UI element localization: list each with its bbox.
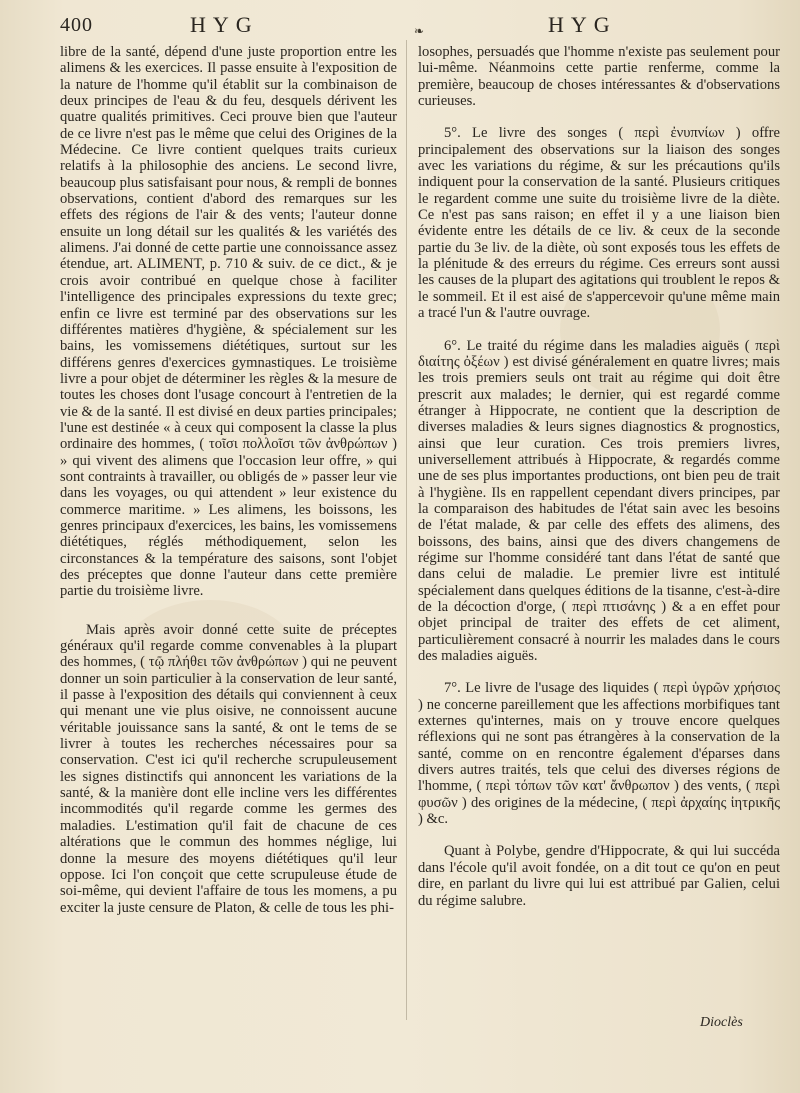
paragraph: 7°. Le livre de l'usage des liquides ( περὶ ὑγρῶν χρήσιος ) ne concerne pareillement que les affections morbifiques tant externes qu'internes, mais on y trouve encore quelques réflexions qui ne sont pas étrangères à la conservation de la santé, comme on en rencontre également d'éparses dans divers autres traités, tels que celui des diverses régions de l'homme, ( περὶ τόπων τῶν κατ' ἄνθρωπον ) des vents, ( περὶ φυσῶν ) des origines de la médecine, ( περὶ ἀρχαίης ἰητρικῆς ) &c.	[418, 680, 780, 828]
left-column	[60, 44, 397, 916]
paragraph: Quant à Polybe, gendre d'Hippocrate, & qui lui succéda dans l'école qu'il avoit fondée, on a dit tout ce qu'on en peut dire, en parlant du livre qui lui est attribué par Galien, celui du régime salubre.	[418, 843, 780, 909]
right-column	[418, 44, 780, 909]
running-head-right: HYG	[548, 12, 617, 37]
page-number: 400	[60, 14, 93, 36]
paragraph: losophes, persuadés que l'homme n'existe pas seulement pour lui-même. Néanmoins cette partie renferme, comme la première, beaucoup de choses intéressantes & d'observations curieuses.	[418, 44, 780, 110]
catchword: Dioclès	[700, 1015, 743, 1030]
paragraph: 5°. Le livre des songes ( περὶ ἐνυπνίων ) offre principalement des observations sur la liaison des songes avec les variations du régime, & sur les précautions qu'ils indiquent pour la conservation de la santé. Plusieurs critiques le regardent comme une suite du troisième livre de la diète. Ce n'est pas sans raison; en effet il y a une liaison bien évidente entre les détails de ce liv. & ceux de la seconde partie du 3e liv. de la diète, où sont exposés tous les effets de la plénitude & des erreurs du régime. Ces erreurs sont aussi les causes de la plupart des agitations qui troublent le repos & le sommeil. Et il est aisé de s'appercevoir qu'une même main a tracé l'un & l'autre ouvrage.	[418, 125, 780, 322]
paragraph: libre de la santé, dépend d'une juste proportion entre les alimens & les exercices. Il passe ensuite à l'exposition de la nature de l'homme qu'il établit sur la combinaison de deux principes de l'eau & du feu, desquels dérivent les quatre qualités primitives. Ceci prouve bien que l'auteur de ce livre n'est pas le même que celui des Origines de la Médecine. Ce livre contient quelques traits curieux relatifs à la philosophie des anciens. Le second livre, beaucoup plus satisfaisant pour nous, & rempli de bonnes observations, contient d'abord des remarques sur les effets des régions de l'air & des vents; l'auteur donne ensuite un long détail sur les qualités & les variétés des alimens. J'ai donné de cette partie une connoissance assez étendue, art. ALIMENT, p. 710 & suiv. de ce dict., & je crois avoir contribué en quelque chose à faciliter l'intelligence des principales expressions du texte grec; enfin ce livre est terminé par des observations sur les différentes matières d'hygiène, & spécialement sur les bains, les vomissemens diététiques, surtout sur les différens genres d'exercices gymnastiques. Le troisième livre a pour objet de déterminer les règles & la mesure de toutes les choses dont l'usage concourt à l'entretien de la vie & de la santé. Il est divisé en deux parties principales; l'une est destinée « à ceux qui composent la classe la plus ordinaire des hommes, ( τοῖσι πολλοῖσι τῶν ἀνθρώπων ) » qui vivent des alimens que l'occasion leur offre, » qui sont contraints à travailler, ou obligés de » passer leur vie dans les voyages, ou qui attendent » leur existence du commerce maritime. » Les alimens, les boissons, les genres principaux d'exercices, les bains, les vomissemens diététiques, réglés méthodiquement, selon les circonstances & la température des saisons, sont l'objet des préceptes que donne l'auteur dans cette première partie du troisième livre.	[60, 44, 397, 600]
paragraph: 6°. Le traité du régime dans les maladies aiguës ( περὶ διαίτης ὀξέων ) est divisé généralement en quatre livres; mais les trois premiers seuls ont trait au régime qui doit être prescrit aux malades; le dernier, qui est regardé comme étranger à Hippocrate, ne contient que la description de diverses maladies & leurs signes diagnostics & prognostics, ainsi que leur curation. Ces trois premiers livres, universellement attribués à Hippocrate, & regardés comme une de ses plus importantes productions, ont bien peu de trait à l'hygiène. Ils en rappellent cependant divers principes, par la comparaison des habitudes de l'état sain avec les besoins de l'état malade, & par celle des effets des alimens, des boissons, des bains, ainsi que des divers changemens de régime sur l'homme considéré tant dans l'état de santé que dans celui de maladie. Le premier livre est intitulé spécialement dans quelques éditions de la tisanne, c'est-à-dire de la décoction d'orge, ( περὶ πτισάνης ) & a en effet pour objet principal de traiter des effets de cet aliment, particulièrement consacré à nourrir les malades dans le cours des maladies aiguës.	[418, 337, 780, 665]
page-header	[0, 10, 800, 40]
column-divider	[406, 40, 407, 1020]
paragraph: Mais après avoir donné cette suite de préceptes généraux qu'il regarde comme convenables à la plupart des hommes, ( τῷ πλήθει τῶν ἀνθρώπων ) qui ne peuvent donner un soin particulier à la conservation de leur santé, il passe à l'exposition des détails qui conviennent à ceux qui menant une vie plus oisive, ne connoissent aucune véritable jouissance sans la santé, & ont le tems de se livrer à toutes les recherches nécessaires pour sa conservation. C'est ici qu'il recherche scrupuleusement les signes distinctifs qui annoncent les variations de la santé, & la manière dont elle incline vers les différentes incommodités qu'il regarde comme les germes des maladies. L'estimation qu'il fait de chacune de ces altérations que le commun des hommes néglige, lui donne la mesure des moyens diététiques qu'il leur oppose. Ici l'on conçoit que cette scrupuleuse étude de soi-même, qui devient l'affaire de tous les momens, a pu exciter la juste censure de Platon, & celle de tous les phi-	[60, 621, 397, 916]
ornament-icon: ❧	[414, 24, 425, 38]
running-head-left: HYG	[190, 12, 259, 37]
